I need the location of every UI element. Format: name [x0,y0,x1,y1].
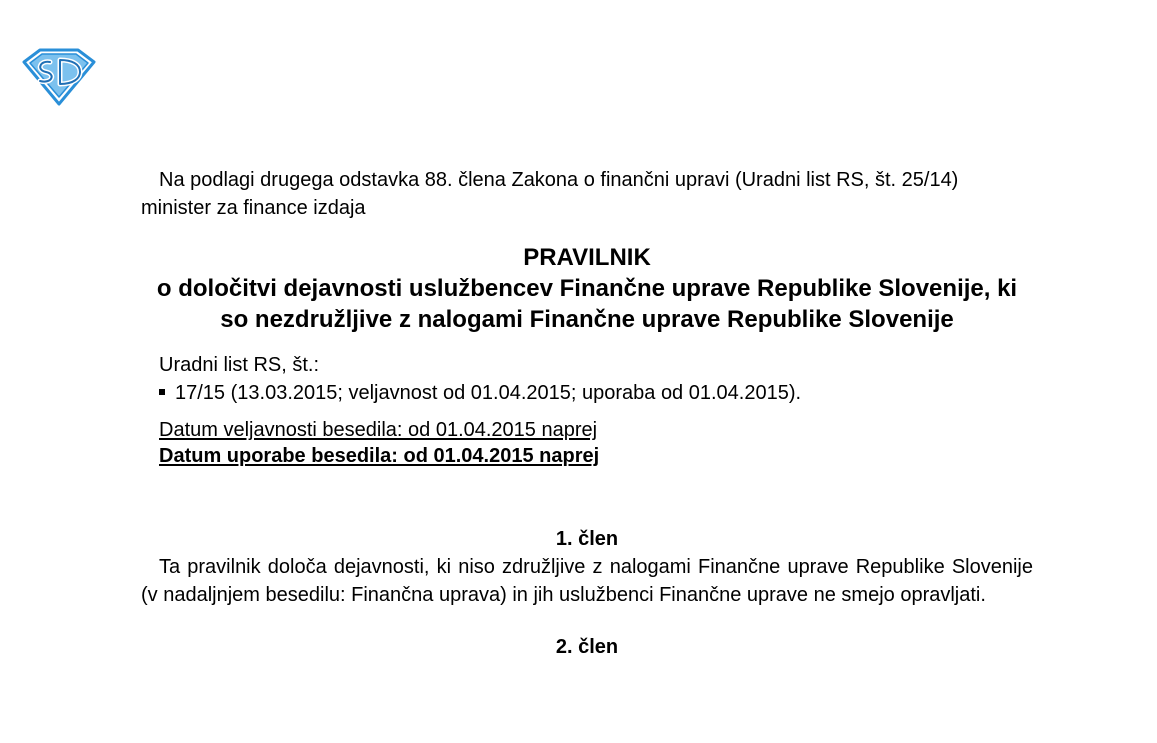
document-body [141,166,1033,661]
publication-label: Uradni list RS, št.: [159,354,320,376]
publication-info [141,351,1033,407]
shield-logo-icon [22,48,96,106]
article-heading-2: 2. člen [555,636,619,658]
validity-dates [141,417,1033,469]
title-line-1: PRAVILNIK [523,244,651,271]
publication-item-text: 17/15 (13.03.2015; veljavnost od 01.04.2015; uporaba od 01.04.2015). [175,382,802,404]
article-text-1: Ta pravilnik določa dejavnosti, ki niso združljive z nalogami Finančne uprave Republike Slovenije (v nadaljnjem besedilu: Finančna uprava) in jih uslužbenci Finančne uprave ne smejo opravljati. [141,556,1033,606]
bullet-icon [159,389,165,395]
document-title [141,242,1033,335]
validity-date-link[interactable]: Datum veljavnosti besedila: od 01.04.2015 naprej [159,419,598,441]
article-heading-1: 1. člen [555,528,619,550]
intro-paragraph: Na podlagi drugega odstavka 88. člena Zakona o finančni upravi (Uradni list RS, št. 25/14) minister za finance izdaja [141,169,959,219]
application-date-link[interactable]: Datum uporabe besedila: od 01.04.2015 naprej [159,445,600,467]
logo [22,48,96,106]
publication-item [159,379,1033,407]
title-line-2: o določitvi dejavnosti uslužbencev Finančne uprave Republike Slovenije, ki so nezdružljive z nalogami Finančne uprave Republike Slovenije [156,275,1018,333]
